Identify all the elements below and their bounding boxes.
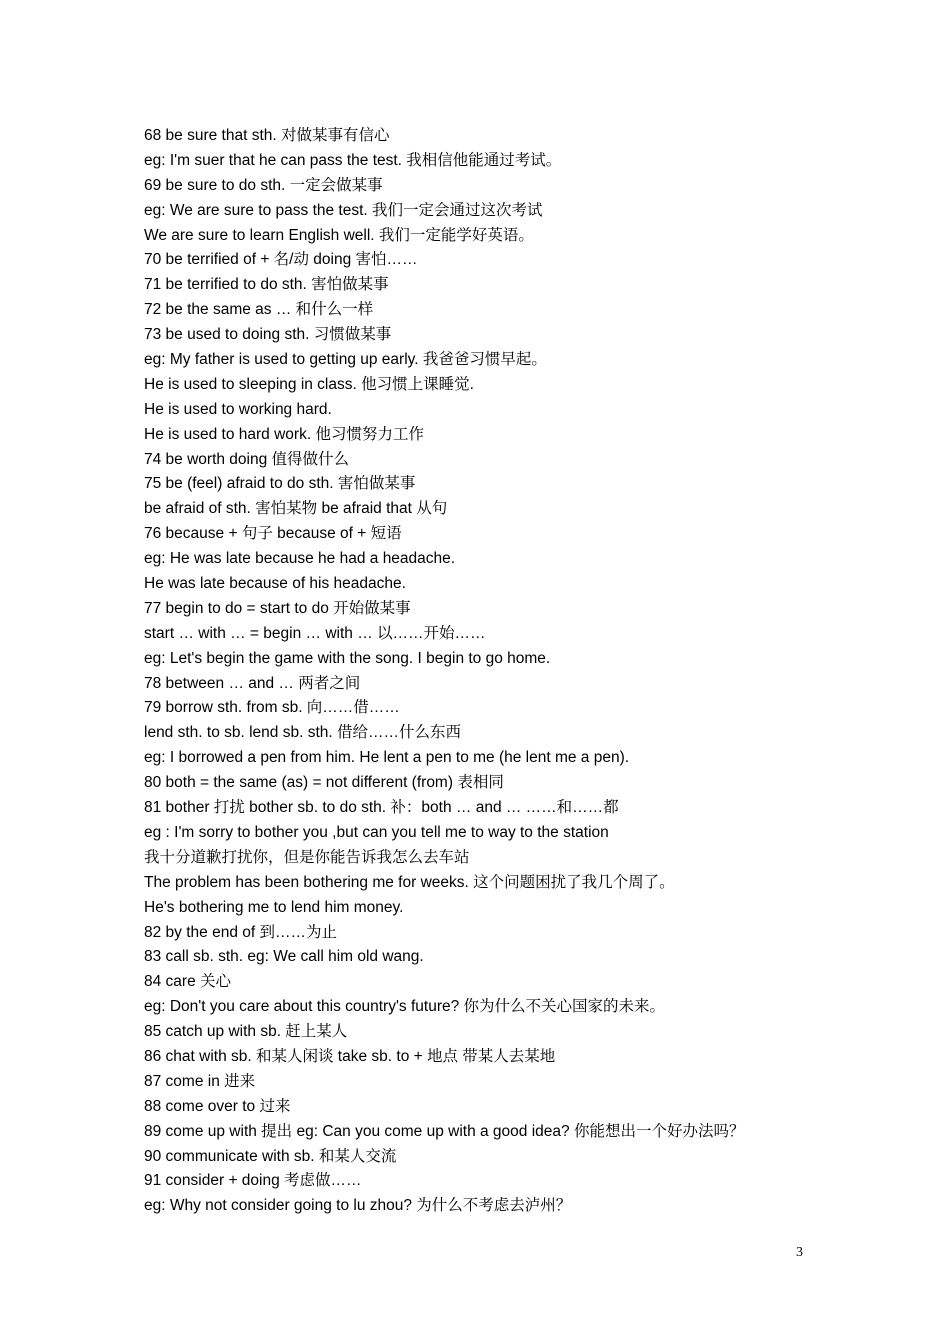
text-line: 79 borrow sth. from sb. 向……借……	[144, 699, 400, 717]
text-line: 78 between … and … 两者之间	[144, 674, 361, 692]
text-line: 87 come in 进来	[144, 1072, 256, 1090]
text-line: He is used to working hard.	[144, 400, 332, 418]
text-line: start … with … = begin … with … 以……开始……	[144, 624, 486, 642]
text-line: eg: I'm suer that he can pass the test. 我相信他能通过考试。	[144, 151, 562, 169]
text-line: eg: Let's begin the game with the song. I begin to go home.	[144, 649, 551, 667]
text-line: 82 by the end of 到……为止	[144, 923, 337, 941]
text-line: 91 consider + doing 考虑做……	[144, 1172, 362, 1190]
text-line: 89 come up with 提出 eg: Can you come up with a good idea? 你能想出一个好办法吗？	[144, 1122, 745, 1140]
text-line: 88 come over to 过来	[144, 1097, 291, 1115]
page-number: 3	[796, 1245, 803, 1260]
text-line: eg: Don't you care about this country's future? 你为什么不关心国家的未来。	[144, 998, 666, 1016]
text-line: eg: Why not consider going to lu zhou? 为什么不考虑去泸州？	[144, 1197, 572, 1215]
text-line: 69 be sure to do sth. 一定会做某事	[144, 176, 383, 194]
text-line: eg : I'm sorry to bother you ,but can you tell me to way to the station	[144, 823, 609, 841]
text-line: 73 be used to doing sth. 习惯做某事	[144, 326, 392, 344]
text-line: lend sth. to sb. lend sb. sth. 借给……什么东西	[144, 724, 462, 742]
text-line: 76 because + 句子 because of + 短语	[144, 525, 402, 543]
text-line: 80 both = the same (as) = not different (from) 表相同	[144, 774, 504, 792]
text-line: We are sure to learn English well. 我们一定能学好英语。	[144, 226, 534, 244]
text-line: 77 begin to do = start to do 开始做某事	[144, 599, 411, 617]
text-line: eg: We are sure to pass the test. 我们一定会通过这次考试	[144, 201, 543, 219]
document-body	[144, 124, 844, 1219]
text-line: 81 bother 打扰 bother sb. to do sth. 补：both … and … ……和……都	[144, 799, 619, 817]
text-line: 71 be terrified to do sth. 害怕做某事	[144, 276, 389, 294]
text-line: 83 call sb. sth. eg: We call him old wang.	[144, 948, 424, 966]
text-line: He's bothering me to lend him money.	[144, 898, 404, 916]
text-line: 68 be sure that sth. 对做某事有信心	[144, 127, 390, 144]
text-line: eg: My father is used to getting up early. 我爸爸习惯早起。	[144, 351, 547, 369]
text-line: 90 communicate with sb. 和某人交流	[144, 1147, 397, 1165]
text-line: eg: He was late because he had a headache.	[144, 550, 456, 568]
text-line: 86 chat with sb. 和某人闲谈 take sb. to + 地点 带某人去某地	[144, 1047, 556, 1065]
text-line: The problem has been bothering me for weeks. 这个问题困扰了我几个周了。	[144, 873, 675, 891]
text-line: He was late because of his headache.	[144, 575, 406, 593]
text-line: 74 be worth doing 值得做什么	[144, 450, 350, 468]
text-line: 我十分道歉打扰你，但是你能告诉我怎么去车站	[144, 848, 470, 866]
text-line: be afraid of sth. 害怕某物 be afraid that 从句	[144, 500, 448, 518]
text-line: eg: I borrowed a pen from him. He lent a pen to me (he lent me a pen).	[144, 749, 630, 767]
text-line: 70 be terrified of + 名/动 doing 害怕……	[144, 251, 418, 269]
text-line: 72 be the same as … 和什么一样	[144, 301, 374, 319]
text-line: 85 catch up with sb. 赶上某人	[144, 1023, 348, 1041]
text-line: 84 care 关心	[144, 973, 232, 991]
text-line: He is used to sleeping in class. 他习惯上课睡觉.	[144, 375, 474, 393]
text-line: 75 be (feel) afraid to do sth. 害怕做某事	[144, 475, 416, 493]
text-line: He is used to hard work. 他习惯努力工作	[144, 425, 424, 443]
